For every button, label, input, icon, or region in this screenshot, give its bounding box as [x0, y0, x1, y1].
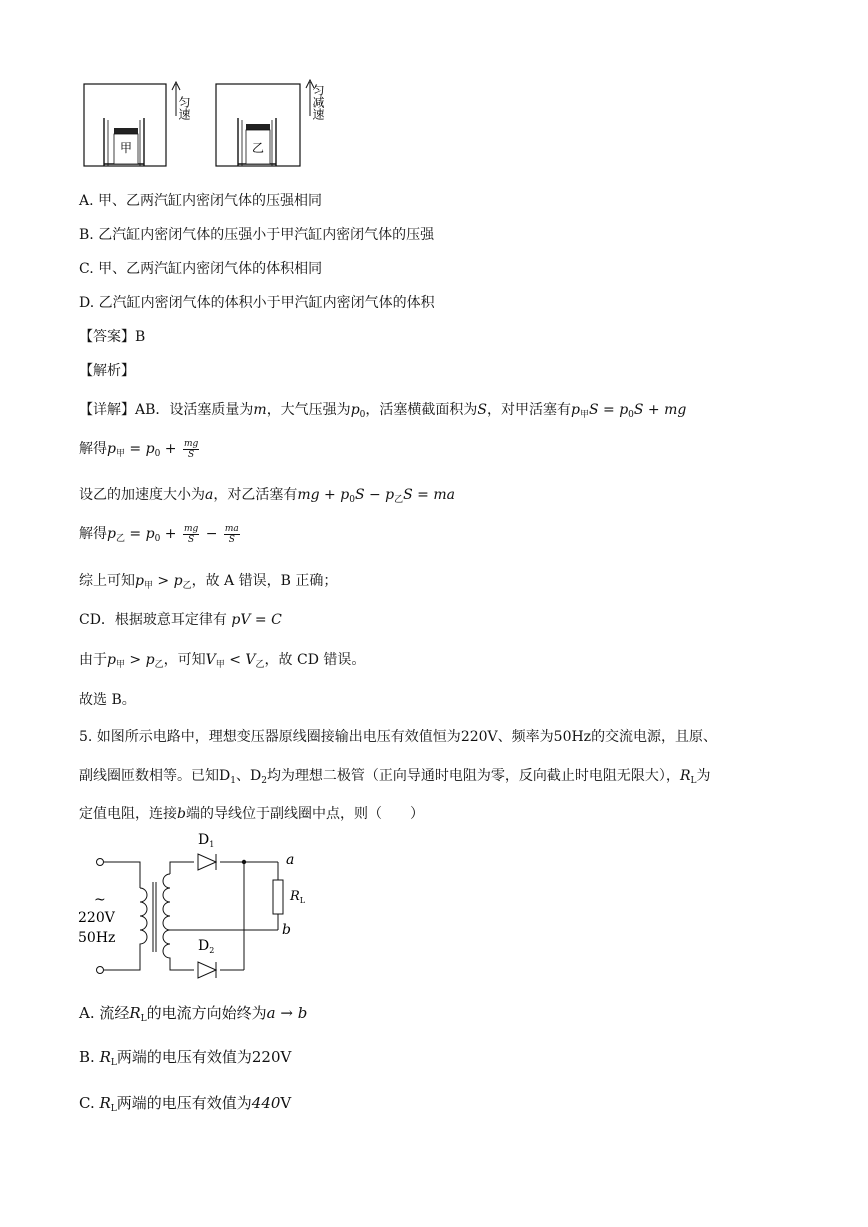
input-terminal-bottom	[97, 967, 104, 974]
arrow-label-uniform: 匀速	[177, 96, 191, 120]
q5-line-3: 定值电阻，连接b端的导线位于副线圈中点，则（ ）	[79, 806, 424, 822]
terminal-a-label: a	[286, 852, 295, 868]
option-a: A. 甲、乙两汽缸内密闭气体的压强相同	[79, 193, 323, 209]
d1-sub: 1	[209, 840, 215, 849]
q5-option-c: C. $R_L$两端的电压有效值为440V	[79, 1094, 292, 1114]
diode-d2	[198, 962, 216, 978]
cylinder-label-jia: 甲	[119, 141, 133, 155]
circuit-diagram	[74, 822, 314, 984]
d2-sub: 2	[209, 946, 215, 955]
detail-line-6: CD．根据玻意耳定律有 pV = C	[79, 612, 282, 628]
d1-label: D	[198, 832, 210, 848]
diode-d1	[198, 854, 216, 870]
primary-coil	[140, 888, 147, 946]
q5-line-2: 副线圈匝数相等。已知$D_1$、$D_2$均为理想二极管（正向导通时电阻为零，反向截止时电阻无限大），$R_L$为	[79, 768, 711, 786]
cylinder-label-yi: 乙	[251, 141, 265, 155]
svg-text:RL	[289, 889, 306, 905]
source-voltage: 220V	[78, 910, 115, 926]
cylinder-figure	[80, 76, 340, 172]
analysis-heading: 【解析】	[79, 363, 135, 379]
source-tilde: ~	[94, 892, 106, 908]
arrow-label-decel: 匀减速	[311, 84, 325, 120]
detail-line-5: 综上可知$p_甲 > p_乙$，故 A 错误，B 正确；	[79, 573, 338, 591]
svg-text:D2	[198, 938, 214, 955]
d2-label: D	[198, 938, 210, 954]
terminal-b-label: b	[282, 922, 291, 938]
resistor-rl	[273, 880, 283, 914]
detail-line-4: 解得$p_乙 = p_0$ + $\frac{mg}{S}$ − $\frac{ma}{S}$	[79, 523, 239, 545]
q5-line-1: 5. 如图所示电路中，理想变压器原线圈接输出电压有效值恒为220V、频率为50Hz的交流电源，且原、	[79, 729, 718, 745]
rl-sub: L	[299, 896, 306, 905]
detail-line-2: 解得$p_甲 = p_0$ + $\frac{mg}{S}$	[79, 438, 199, 460]
option-b: B. 乙汽缸内密闭气体的压强小于甲汽缸内密闭气体的压强	[79, 227, 435, 243]
answer: 【答案】B	[79, 329, 146, 345]
detail-line-7: 由于$p_甲 > p_乙$，可知$V_甲 < V_乙$，故 CD 错误。	[79, 652, 366, 670]
q5-option-b: B. $R_L$两端的电压有效值为220V	[79, 1048, 292, 1068]
svg-text:D1	[198, 832, 214, 849]
secondary-coil	[163, 874, 170, 962]
source-frequency: 50Hz	[78, 930, 116, 946]
option-c: C. 甲、乙两汽缸内密闭气体的体积相同	[79, 261, 323, 277]
detail-line-8: 故选 B。	[79, 692, 136, 708]
input-terminal-top	[97, 859, 104, 866]
detail-line-3: 设乙的加速度大小为a，对乙活塞有mg + $p_0S - p_乙S$ = ma	[79, 487, 455, 505]
detail-line-1: 【详解】AB．设活塞质量为m，大气压强为$p_0$，活塞横截面积为S，对甲活塞有$p_甲S = p_0S$ + mg	[79, 402, 687, 420]
q5-option-a: A. 流经$R_L$的电流方向始终为a → b	[79, 1004, 308, 1024]
rl-label: R	[290, 889, 300, 904]
option-d: D. 乙汽缸内密闭气体的体积小于甲汽缸内密闭气体的体积	[79, 295, 435, 311]
